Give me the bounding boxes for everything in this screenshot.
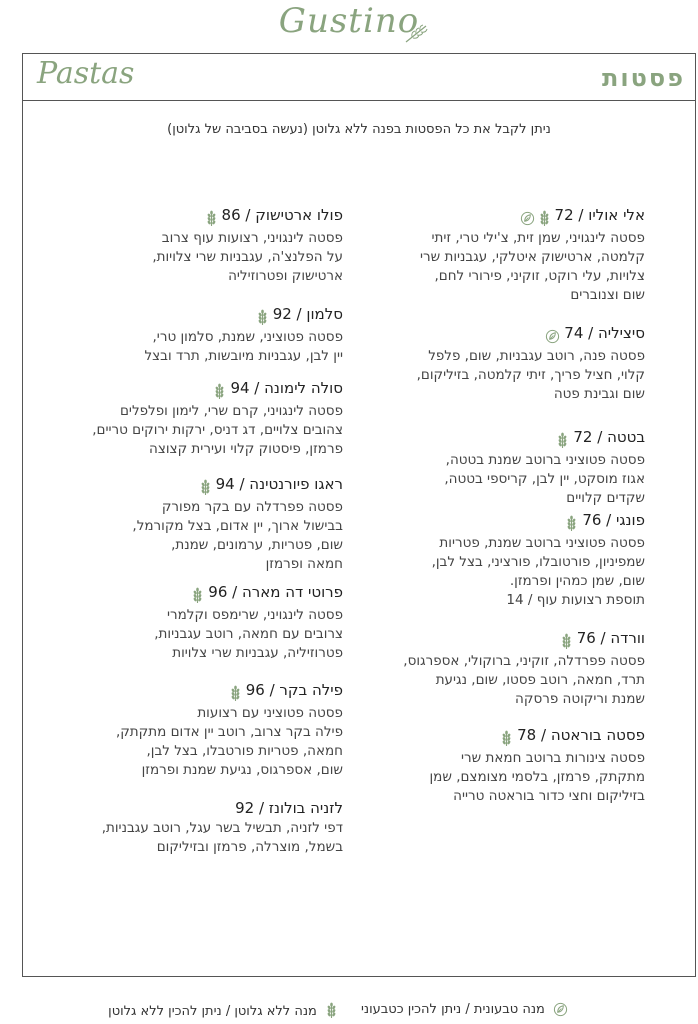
- wheat-icon: [497, 729, 513, 747]
- menu-item-description-line: אגוז מוסקט, יין לבן, קריספי בטטה,: [444, 471, 645, 487]
- menu-item-title: [385, 322, 645, 347]
- menu-item-title: [385, 627, 645, 652]
- menu-item: [63, 473, 343, 574]
- dietary-icons: [497, 727, 513, 749]
- menu-item: [63, 581, 343, 663]
- menu-item-name: פרוטי דה מארה / 96: [208, 583, 343, 601]
- menu-item-description-line: תוספת רצועות עוף / 14: [506, 592, 645, 608]
- menu-item-title: [385, 204, 645, 229]
- menu-item-description-line: פסטה פפרדלה, זוקיני, ברוקולי, אספרגוס,: [403, 653, 645, 669]
- dietary-icons: [557, 630, 573, 652]
- menu-item: [385, 724, 645, 806]
- leaf-icon: [517, 209, 535, 227]
- menu-item: [63, 204, 343, 286]
- logo-text: Gustino: [278, 1, 420, 41]
- menu-item: [63, 797, 343, 857]
- section-header: [23, 54, 695, 101]
- menu-item-description-line: שום וגבינת פטה: [553, 386, 645, 402]
- menu-item-description-line: שום, פטריות, ערמונים, שמנת,: [171, 537, 343, 553]
- wheat-icon: [196, 478, 212, 496]
- menu-item-description-line: בבישול ארוך, יין אדום, בצל מקורמל,: [132, 518, 343, 534]
- wheat-icon: [535, 209, 551, 227]
- dietary-icons: [542, 325, 560, 347]
- dietary-icons: [562, 512, 578, 534]
- menu-item-description-line: צלויות, עלי רוקט, זוקיני, פירורי לחם,: [434, 268, 645, 284]
- wheat-icon: [202, 209, 218, 227]
- menu-item-description-line: ארטישוק ופטרוזיליה: [228, 268, 343, 284]
- wheat-icon: [562, 514, 578, 532]
- menu-item-description-line: חמאה, פטריות פורטבלו, בצל לבן,: [146, 743, 343, 759]
- menu-item: [385, 322, 645, 404]
- menu-item-description-line: שקדים קלויים: [566, 490, 645, 506]
- menu-item-description-line: פסטה לינגויני, רצועות עוף צרוב: [161, 230, 343, 246]
- menu-item-description-line: פסטה לינגויני, קרם שרי, לימון ופלפלים: [119, 403, 343, 419]
- dietary-icons: [226, 682, 242, 704]
- menu-item-description-line: מתקתק, פרמזן, בלסמי מצומצם, שמן: [429, 769, 645, 785]
- menu-item-description-line: פסטה פטוציני ברוטב שמנת, פטריות: [439, 535, 645, 551]
- menu-item-description-line: פסטה לינגויני, שרימפס וקלמרי: [166, 607, 343, 623]
- menu-item-name: פונגי / 76: [582, 511, 645, 529]
- legend-gluten-free: [108, 1002, 338, 1019]
- dietary-icons: [553, 429, 569, 451]
- menu-item-description-line: בזיליקום וחצי כדור בוראטה טרייה: [453, 788, 645, 804]
- menu-item-description-line: שמנת וריקוטה פרסקה: [515, 691, 645, 707]
- menu-item-name: פילה בקר / 96: [245, 681, 343, 699]
- section-title-he: פסטות: [601, 64, 685, 92]
- menu-item-description-line: פסטה פטוציני ברוטב שמנת בטטה,: [445, 452, 645, 468]
- menu-item-description-line: קלמטה, ארטישוק איטלקי, עגבניות שרי: [419, 249, 645, 265]
- menu-item-name: וורדה / 76: [576, 629, 645, 647]
- menu-item-description-line: פסטה לינגויני, שמן זית, צ'ילי טרי, זיתי: [431, 230, 645, 246]
- menu-item-description-line: דפי לזניה, תבשיל בשר עגל, רוטב עגבניות,: [101, 820, 343, 836]
- menu-item-name: סיציליה / 74: [564, 324, 645, 342]
- wheat-icon: [553, 431, 569, 449]
- menu-item-description-line: פסטה פפרדלה עם בקר מפורק: [161, 499, 343, 515]
- menu-item-description-line: פטרוזיליה, עגבניות שרי צלויות: [172, 645, 343, 661]
- menu-item: [385, 426, 645, 508]
- legend-vegan: [361, 1002, 568, 1017]
- menu-item-name: בטטה / 72: [573, 428, 645, 446]
- menu-item-description-line: חמאה ופרמזן: [265, 556, 343, 572]
- menu-item: [63, 377, 343, 459]
- menu-item-name: לזניה בולונז / 92: [235, 799, 343, 817]
- menu-item-description-line: שום וצנוברים: [570, 287, 645, 303]
- leaf-icon: [549, 1002, 568, 1017]
- menu-item-title: [63, 797, 343, 819]
- menu-item: [63, 303, 343, 366]
- menu-item-title: [63, 204, 343, 229]
- menu-item-title: [63, 377, 343, 402]
- section-title-en: Pastas: [37, 56, 135, 91]
- menu-item-description-line: יין לבן, עגבניות מיובשות, תרד ובצל: [144, 348, 343, 364]
- dietary-icons: [253, 306, 269, 328]
- dietary-icons: [210, 380, 226, 402]
- legend-gluten-free-text: מנה ללא גלוטן / ניתן להכין ללא גלוטן: [108, 1004, 317, 1019]
- menu-item: [63, 679, 343, 780]
- dietary-icons: [188, 584, 204, 606]
- brand-logo: [0, 0, 698, 48]
- wheat-icon: [321, 1004, 338, 1019]
- menu-item-description-line: בשמל, מוצרלה, פרמזן ובזיליקום: [156, 839, 343, 855]
- menu-item: [385, 627, 645, 709]
- menu-item-description-line: שום, שמן כמהין ופרמזן.: [509, 573, 645, 589]
- leaf-icon: [542, 327, 560, 345]
- menu-item-description-line: פרמזן, פיסטוק קלוי ועירית קצוצה: [149, 441, 343, 457]
- menu-item-description-line: על הפלנצ'ה, עגבניות שרי צלויות,: [152, 249, 343, 265]
- menu-item-title: [385, 509, 645, 534]
- menu-item-title: [63, 679, 343, 704]
- dietary-icons: [196, 476, 212, 498]
- menu-item-name: אלי אוליו / 72: [554, 206, 645, 224]
- menu-item-name: ראגו פיורנטינה / 94: [215, 475, 343, 493]
- menu-item-description-line: פילה בקר צרוב, רוטב יין אדום מתקתק,: [115, 724, 343, 740]
- gluten-note: ניתן לקבל את כל הפסטות בפנה ללא גלוטן (נעשה בסביבה של גלוטן): [167, 122, 551, 137]
- wheat-icon: [188, 586, 204, 604]
- menu-item-description-line: פסטה פנה, רוטב עגבניות, שום, פלפל: [428, 348, 645, 364]
- wheat-icon: [210, 382, 226, 400]
- legend-footer: [0, 996, 698, 1024]
- menu-item-title: [63, 473, 343, 498]
- menu-item-description-line: פסטה פטוציני עם רצועות: [197, 705, 343, 721]
- wheat-logo-icon: [404, 22, 430, 44]
- menu-item-description-line: פסטה צינורות ברוטב חמאת שרי: [461, 750, 645, 766]
- wheat-icon: [557, 632, 573, 650]
- legend-vegan-text: מנה טבעונית / ניתן להכין כטבעוני: [360, 1002, 545, 1017]
- menu-item-description-line: צרובים עם חמאה, רוטב עגבניות,: [154, 626, 343, 642]
- menu-item-title: [63, 581, 343, 606]
- wheat-icon: [226, 684, 242, 702]
- menu-item-description-line: שום, אספרגוס, נגיעת שמנת ופרמזן: [141, 762, 343, 778]
- menu-item-name: פולו ארטישוק / 86: [221, 206, 343, 224]
- menu-item-name: סולה לימונה / 94: [230, 379, 343, 397]
- menu-item-title: [385, 426, 645, 451]
- menu-item-description-line: צהובים צלויים, דג דניס, ירקות ירוקים טריים,: [92, 422, 343, 438]
- menu-item-description-line: תרד, חמאה, רוטב פסטו, שום, נגיעת: [435, 672, 645, 688]
- menu-item-description-line: קלוי, חציל פריך, זיתי קלמטה, בזיליקום,: [416, 367, 645, 383]
- menu-item-title: [63, 303, 343, 328]
- menu-item-name: פסטה בוראטה / 78: [517, 726, 645, 744]
- dietary-icons: [517, 207, 551, 229]
- menu-item-name: סלמון / 92: [272, 305, 343, 323]
- wheat-icon: [253, 308, 269, 326]
- menu-item: [385, 509, 645, 610]
- menu-item-title: [385, 724, 645, 749]
- menu-item-description-line: פסטה פטוציני, שמנת, סלמון טרי,: [152, 329, 343, 345]
- dietary-icons: [202, 207, 218, 229]
- menu-item: [385, 204, 645, 305]
- menu-item-description-line: שמפיניון, פורטובלו, פורציני, בצל לבן,: [431, 554, 645, 570]
- menu-frame: [22, 53, 696, 977]
